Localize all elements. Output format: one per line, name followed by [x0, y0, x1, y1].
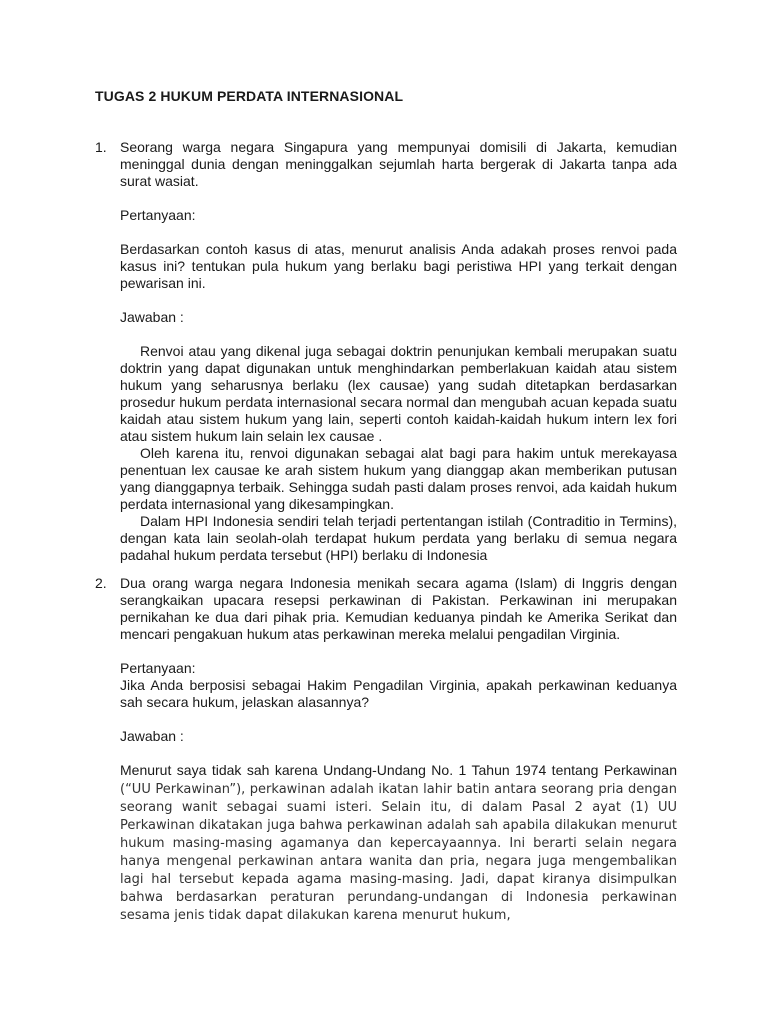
question-body — [120, 139, 677, 564]
document-title: TUGAS 2 HUKUM PERDATA INTERNASIONAL — [95, 88, 404, 104]
answer-paragraph — [120, 762, 677, 924]
question-text: Jika Anda berposisi sebagai Hakim Pengadilan Virginia, apakah perkawinan keduanya sah secara hukum, jelaskan alasannya? — [120, 677, 677, 710]
question-number: 1. — [95, 139, 107, 155]
answer-continued-text: (“UU Perkawinan”), perkawinan adalah ikatan lahir batin antara seorang pria dengan seorang wanit sebagai suami isteri. Selain itu, di dalam Pasal 2 ayat (1) UU Perkawinan dikatakan juga bahwa perkawinan adalah sah apabila dilakukan menurut hukum masing-masing agamanya dan kepercayaannya. Ini berarti selain negara hanya mengenal perkawinan antara wanita dan pria, negara juga mengembalikan lagi hal tersebut kepada agama masing-masing. Jadi, dapat kiranya disimpulkan bahwa berdasarkan peraturan perundang-undangan di Indonesia perkawinan sesama jenis tidak dapat dilakukan karena menurut hukum, — [120, 782, 677, 923]
question-text: Berdasarkan contoh kasus di atas, menurut analisis Anda adakah proses renvoi pada kasus ini? tentukan pula hukum yang berlaku bagi peristiwa HPI yang terkait dengan pewarisan ini. — [120, 241, 677, 291]
case-description: Dua orang warga negara Indonesia menikah secara agama (Islam) di Inggris dengan serangkaikan upacara resepsi perkawinan di Pakistan. Perkawinan ini merupakan pernikahan ke dua dari pihak pria. Kemudian keduanya pindah ke Amerika Serikat dan mencari pengakuan hukum atas perkawinan mereka melalui pengadilan Virginia. — [120, 575, 677, 642]
question-label: Pertanyaan: — [120, 660, 196, 676]
answer-paragraph: Oleh karena itu, renvoi digunakan sebagai alat bagi para hakim untuk merekayasa penentuan lex causae ke arah sistem hukum yang dianggap akan memberikan putusan yang dianggapnya terbaik. Sehingga sudah pasti dalam proses renvoi, ada kaidah hukum perdata internasional yang dikesampingkan. — [120, 445, 677, 512]
answer-label: Jawaban : — [120, 728, 184, 744]
answer-paragraph: Dalam HPI Indonesia sendiri telah terjadi pertentangan istilah (Contraditio in Termins), dengan kata lain seolah-olah terdapat hukum perdata yang berlaku di semua negara padahal hukum perdata tersebut (HPI) berlaku di Indonesia — [120, 513, 677, 563]
case-description: Seorang warga negara Singapura yang mempunyai domisili di Jakarta, kemudian meninggal dunia dengan meninggalkan sejumlah harta bergerak di Jakarta tanpa ada surat wasiat. — [120, 139, 677, 189]
question-body — [120, 575, 677, 924]
question-number: 2. — [95, 575, 107, 591]
answer-label: Jawaban : — [120, 309, 184, 325]
question-label: Pertanyaan: — [120, 207, 196, 223]
answer-paragraph: Renvoi atau yang dikenal juga sebagai doktrin penunjukan kembali merupakan suatu doktrin yang dapat digunakan untuk menghindarkan pemberlakuan kaidah atau sistem hukum yang seharusnya berlaku (lex causae) yang sudah ditetapkan berdasarkan prosedur hukum perdata internasional secara normal dan mengubah acuan kepada suatu kaidah atau sistem hukum yang lain, seperti contoh kaidah-kaidah hukum intern lex fori atau sistem hukum lain selain lex causae . — [120, 343, 677, 444]
answer-lead-text: Menurut saya tidak sah karena Undang-Undang No. 1 Tahun 1974 tentang Perkawinan — [120, 762, 677, 778]
